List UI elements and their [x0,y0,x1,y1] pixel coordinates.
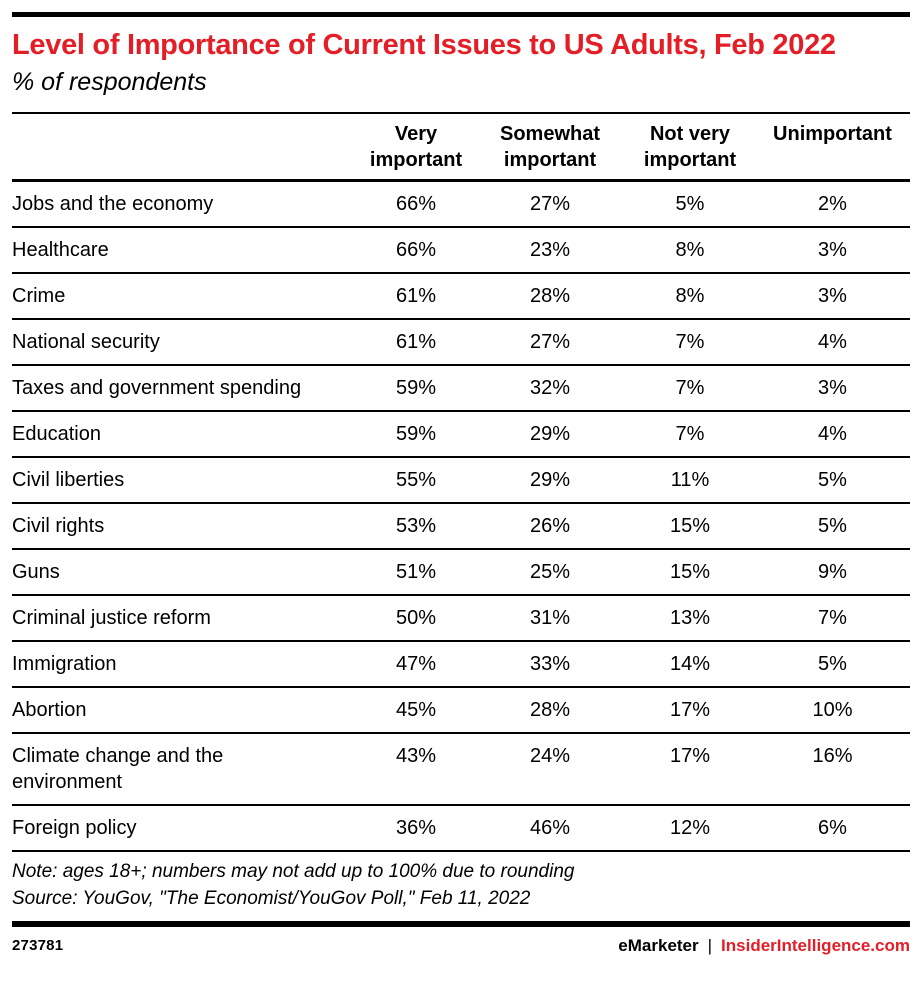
table-row [12,549,910,595]
row-label: Healthcare [12,239,109,262]
cell-value: 59% [395,377,437,400]
chart-title: Level of Importance of Current Issues to US Adults, Feb 2022 [12,29,836,61]
cell-value: 28% [529,285,571,308]
issues-table [12,112,910,852]
row-label: Foreign policy [12,817,137,840]
cell-value: 8% [675,285,705,308]
cell-value: 3% [818,285,847,308]
cell-value: 46% [529,817,571,840]
chart-id: 273781 [12,937,64,955]
table-row [12,457,910,503]
table-row [12,273,910,319]
row-label: Criminal justice reform [12,607,211,630]
table-row [12,595,910,641]
cell-value: 7% [675,423,705,446]
row-label: Guns [12,561,60,584]
cell-value: 15% [669,515,711,538]
cell-value: 2% [818,193,847,216]
cell-value: 16% [812,745,853,768]
cell-value: 47% [395,653,437,676]
column-header: Unimportant [773,123,892,146]
cell-value: 27% [529,193,571,216]
cell-value: 7% [818,607,847,630]
table-row [12,181,910,228]
cell-value: 5% [675,193,705,216]
row-label: Crime [12,285,66,308]
cell-value: 5% [818,469,847,492]
cell-value: 13% [669,607,711,630]
column-header: Somewhat important [499,123,601,171]
source-text: Source: YouGov, "The Economist/YouGov Poll," Feb 11, 2022 [12,887,531,909]
cell-value: 55% [395,469,437,492]
cell-value: 32% [529,377,571,400]
cell-value: 12% [669,817,711,840]
table-row [12,733,910,805]
cell-value: 5% [818,515,847,538]
row-label: Jobs and the economy [12,193,214,216]
cell-value: 66% [395,239,437,262]
row-label: Immigration [12,653,117,676]
cell-value: 23% [529,239,571,262]
cell-value: 29% [529,469,571,492]
cell-value: 7% [675,331,705,354]
cell-value: 33% [529,653,571,676]
insiderintelligence-link[interactable]: InsiderIntelligence.com [721,935,910,955]
column-header: Not very important [643,123,737,171]
cell-value: 61% [395,285,437,308]
table-row [12,227,910,273]
row-label: Civil liberties [12,469,125,492]
cell-value: 3% [818,377,847,400]
cell-value: 45% [395,699,437,722]
cell-value: 8% [675,239,705,262]
cell-value: 31% [529,607,571,630]
table-row [12,411,910,457]
cell-value: 50% [395,607,437,630]
cell-value: 4% [818,423,847,446]
cell-value: 25% [529,561,571,584]
header-row [12,113,910,181]
table-row [12,805,910,851]
brand-separator: | [707,935,713,955]
row-label: Civil rights [12,515,105,538]
table-body [12,181,910,852]
row-label: National security [12,331,160,354]
top-divider-bar [12,12,910,17]
brand-area [618,936,910,956]
table-row [12,641,910,687]
row-label: Abortion [12,699,87,722]
table-row [12,365,910,411]
cell-value: 66% [395,193,437,216]
column-header: Very important [369,123,463,171]
emarketer-logo: eMarketer [618,935,699,955]
cell-value: 7% [675,377,705,400]
cell-value: 14% [669,653,711,676]
cell-value: 28% [529,699,571,722]
cell-value: 53% [395,515,437,538]
chart-subtitle: % of respondents [12,68,207,97]
cell-value: 17% [669,745,711,768]
cell-value: 24% [529,745,571,768]
row-label: Climate change and the environment [12,745,224,794]
cell-value: 59% [395,423,437,446]
note-text: Note: ages 18+; numbers may not add up to 100% due to rounding [12,861,575,883]
table-row [12,687,910,733]
cell-value: 11% [670,469,710,492]
footnotes [12,852,910,920]
cell-value: 43% [395,745,437,768]
cell-value: 29% [529,423,571,446]
cell-value: 10% [812,699,853,722]
cell-value: 27% [529,331,571,354]
cell-value: 6% [818,817,847,840]
footer [12,927,910,956]
cell-value: 26% [529,515,571,538]
cell-value: 51% [395,561,437,584]
cell-value: 15% [669,561,711,584]
row-label: Taxes and government spending [12,377,302,400]
cell-value: 17% [669,699,711,722]
cell-value: 4% [818,331,847,354]
row-label: Education [12,423,101,446]
table-row [12,503,910,549]
empty-corner-cell [12,113,357,181]
cell-value: 36% [395,817,437,840]
cell-value: 61% [395,331,437,354]
table-row [12,319,910,365]
cell-value: 9% [818,561,847,584]
cell-value: 3% [818,239,847,262]
report-page [0,12,922,956]
cell-value: 5% [818,653,847,676]
